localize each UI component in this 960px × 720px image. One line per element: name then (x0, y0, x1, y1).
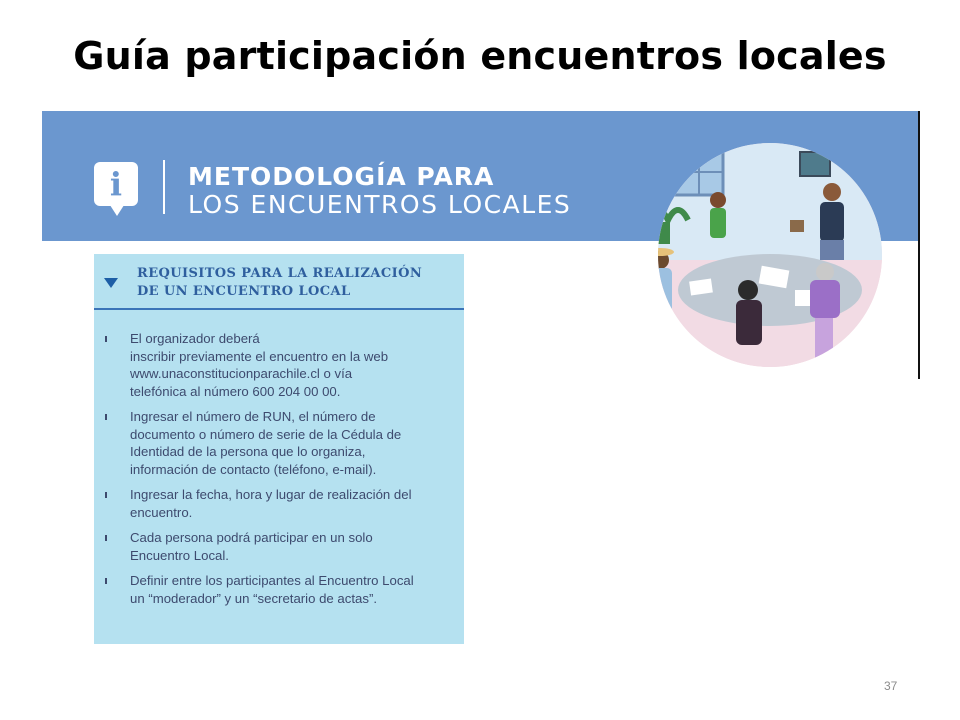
list-item-line: Identidad de la persona que lo organiza, (130, 444, 366, 459)
requirements-header-line1: REQUISITOS PARA LA REALIZACIÓN (137, 266, 423, 281)
list-item (103, 330, 458, 400)
list-item-line: Encuentro Local. (130, 547, 229, 563)
list-item-line: información de contacto (teléfono, e-mail). (130, 461, 377, 477)
banner-title-line1: METODOLOGÍA PARA (188, 162, 495, 191)
bullet-icon (105, 414, 107, 420)
bullet-icon (105, 492, 107, 498)
meeting-illustration (630, 140, 888, 380)
list-item-line: Ingresar la fecha, hora y lugar de realización del (130, 487, 412, 502)
list-item (103, 572, 458, 607)
requirements-separator (94, 308, 464, 310)
list-item-line: www.unaconstitucionparachile.cl o vía (130, 366, 353, 381)
list-item-line: Ingresar el número de RUN, el número de (130, 409, 376, 424)
list-item-line: encuentro. (130, 504, 193, 520)
page-number: 37 (884, 679, 898, 693)
bullet-icon (105, 535, 107, 541)
list-item-line: El organizador deberá (130, 331, 260, 346)
list-item-line: telefónica al número 600 204 00 00. (130, 383, 341, 399)
bullet-icon (105, 578, 107, 584)
list-item-line: Cada persona podrá participar en un solo (130, 530, 373, 545)
bullet-icon (105, 336, 107, 342)
list-item (103, 486, 458, 521)
info-icon: i (94, 162, 138, 206)
list-item (103, 529, 458, 564)
banner-right-border (918, 111, 920, 379)
banner-divider (163, 160, 165, 214)
requirements-list (103, 330, 458, 615)
list-item (103, 408, 458, 478)
requirements-header (137, 265, 422, 301)
chevron-down-icon (104, 278, 118, 288)
list-item-line: un “moderador” y un “secretario de actas”. (130, 590, 378, 606)
list-item-line: Definir entre los participantes al Encuentro Local (130, 573, 414, 588)
slide-title: Guía participación encuentros locales (73, 34, 887, 78)
list-item-line: inscribir previamente el encuentro en la web (130, 348, 389, 364)
banner-title-line2: LOS ENCUENTROS LOCALES (188, 190, 572, 219)
requirements-header-line2: DE UN ENCUENTRO LOCAL (137, 284, 351, 299)
list-item-line: documento o número de serie de la Cédula de (130, 426, 402, 442)
